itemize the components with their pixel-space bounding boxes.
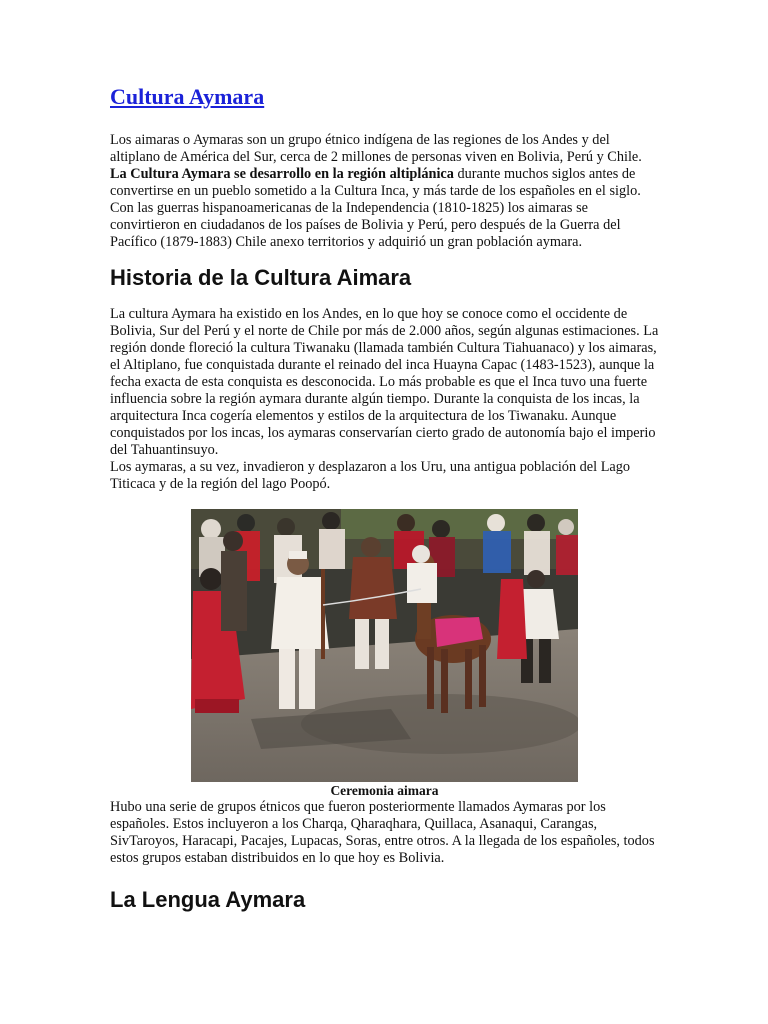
historia-paragraph-2: Los aymaras, a su vez, invadieron y desplazaron a los Uru, una antigua población del Lago Titicaca y de la región del lago Poopó. — [110, 459, 631, 492]
lengua-heading: La Lengua Aymara — [110, 887, 306, 912]
document-page — [110, 84, 660, 913]
historia-paragraph-1: La cultura Aymara ha existido en los Andes, en lo que hoy se conoce como el occidente de Bolivia, Sur del Perú y el norte de Chile por más de 2.000 años, según algunas estimaciones. La región donde floreció la cultura Tiwanaku (llamada también Cultura Tiahuanaco) y los aimaras, el Altiplano, fue conquistada durante el reinado del inca Huayna Capac (1483-1523), aunque la fecha exacta de esta conquista es desconocida. Lo más probable es que el Inca tuvo una fuerte influencia sobre la región aymara durante algún tiempo. Durante la conquista de los incas, la arquitectura Inca cogería elementos y estilos de la arquitectura de los Tiwanaku. Aunque conquistados por los incas, los aymaras conservarían cierto grado de autonomía bajo el imperio del Tahuantinsuyo. — [110, 306, 659, 458]
intro-bold-text: La Cultura Aymara se desarrollo en la región altiplánica — [110, 166, 454, 182]
intro-paragraph — [110, 132, 660, 251]
intro-text-2: durante muchos siglos antes de convertirse en un pueblo sometido a la Cultura Inca, y más tarde de los españoles en el siglo. Con las guerras hispanoamericanas de la Independencia (1810-1825) los aimaras se convirtieron en ciudadanos de los países de Bolivia y Perú, pero después de la Guerra del Pacífico (1879-1883) Chile anexo territorios y adquirió un gran población aymara. — [110, 166, 641, 250]
grupos-paragraph: Hubo una serie de grupos étnicos que fueron posteriormente llamados Aymaras por los españoles. Estos incluyeron a los Charqa, Qharaqhara, Quillaca, Asanaqui, Carangas, SivTaroyos, Haracapi, Pacajes, Lupacas, Soras, entre otros. A la llegada de los españoles, todos estos grupos estaban distribuidos en lo que hoy es Bolivia. — [110, 799, 655, 866]
figure-caption: Ceremonia aimara — [330, 783, 439, 798]
ceremony-photo — [191, 509, 578, 782]
ceremony-figure — [191, 509, 578, 799]
historia-heading: Historia de la Cultura Aimara — [110, 265, 412, 290]
page-title-link[interactable]: Cultura Aymara — [110, 84, 265, 109]
intro-text-1: Los aimaras o Aymaras son un grupo étnico indígena de las regiones de los Andes y del altiplano de América del Sur, cerca de 2 millones de personas viven en Bolivia, Perú y Chile. — [110, 132, 642, 165]
